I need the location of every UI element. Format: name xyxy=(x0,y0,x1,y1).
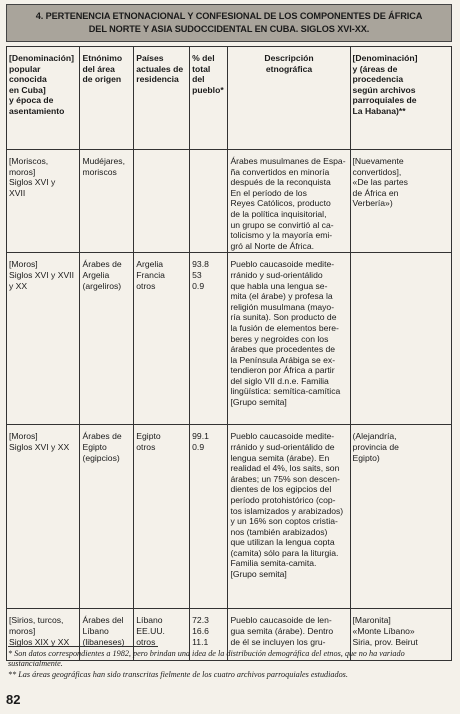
footnote-rule xyxy=(8,646,158,647)
header-denomination: [Denominación] popular conocida en Cuba] y época de asentamiento xyxy=(7,47,80,150)
cell-denomination: [Moros] Siglos XVI y XX xyxy=(7,425,80,609)
header-percent: % del total del pueblo* xyxy=(190,47,228,150)
cell-denomination: [Moros] Siglos XVI y XVII y XX xyxy=(7,253,80,425)
cell-percent: 93.8 53 0.9 xyxy=(190,253,228,425)
table-header-row xyxy=(7,47,452,150)
table-row xyxy=(7,150,452,253)
cell-countries: Egipto otros xyxy=(134,425,190,609)
cell-archive: (Alejandría, provincia de Egipto) xyxy=(350,425,451,609)
cell-percent xyxy=(190,150,228,253)
cell-archive: [Maronita] «Monte Líbano» Siria, prov. Beirut xyxy=(350,609,451,661)
cell-ethnonym: Árabes de Egipto (egipcios) xyxy=(80,425,134,609)
cell-archive: [Nuevamente convertidos], «De las partes de África en Verbería») xyxy=(350,150,451,253)
page-number: 82 xyxy=(6,692,21,707)
table-title-line2: DEL NORTE Y ASIA SUDOCCIDENTAL EN CUBA. SIGLOS XVI-XX. xyxy=(88,24,370,34)
footnote-2: ** Las áreas geográficas han sido transcritas fielmente de los cuatro archivos parroquiales estudiados. xyxy=(8,670,348,679)
header-archive: [Denominación] y (áreas de procedencia según archivos parroquiales de La Habana)** xyxy=(350,47,451,150)
cell-description: Pueblo caucasoide medite- rránido y sud-orientálido que habla una lengua se- mita (el árabe) y profesa la religión musulmana (mayo- ría sunita). Son producto de la fusión de elementos bere- beres y negroides con los árabes que procedentes de la Península Arábiga se ex- tendieron por África a partir del siglo VII d.n.e. Familia lingüística: semítica-camítica [Grupo semita] xyxy=(228,253,350,425)
footnote-1: * Son datos correspondientes a 1982, pero brindan una idea de la distribución demográfica del etnos, que no ha variado sustancialmente. xyxy=(8,649,405,668)
cell-archive xyxy=(350,253,451,425)
header-description: Descripción etnográfica xyxy=(228,47,350,150)
cell-denomination: [Moriscos, moros] Siglos XVI y XVII xyxy=(7,150,80,253)
cell-countries xyxy=(134,150,190,253)
cell-description: Pueblo caucasoide medite- rránido y sud-orientálido de lengua semita (árabe). En realidad el 4%, los saits, son árabes; un 75% son descen- dientes de los egipcios del período protohistórico (cop- tos islamizados y arabizados) y un 16% son coptos cristia- nos (también arabizados) que utilizan la lengua copta (camita) sólo para la liturgia. Familia semita-camita. [Grupo semita] xyxy=(228,425,350,609)
cell-countries: Líbano EE.UU. otros xyxy=(134,609,190,661)
table-title xyxy=(6,4,452,42)
cell-countries: Argelia Francia otros xyxy=(134,253,190,425)
header-countries: Países actuales de residencia xyxy=(134,47,190,150)
cell-ethnonym: Árabes de Argelia (argeliros) xyxy=(80,253,134,425)
ethnic-table xyxy=(6,46,452,661)
cell-description: Árabes musulmanes de Espa- ña convertidos en minoría después de la reconquista En el período de los Reyes Católicos, producto de la política inquisitorial, un grupo se convirtió al ca- tolicismo y la mayoría emi- gró al Norte de África. xyxy=(228,150,350,253)
table-row xyxy=(7,425,452,609)
cell-ethnonym: Mudéjares, moriscos xyxy=(80,150,134,253)
footnotes xyxy=(8,646,452,681)
cell-percent: 72.3 16.6 11.1 xyxy=(190,609,228,661)
cell-denomination: [Sirios, turcos, moros] Siglos XIX y XX xyxy=(7,609,80,661)
cell-description: Pueblo caucasoide de len- gua semita (árabe). Dentro de él se incluyen los gru- xyxy=(228,609,350,661)
header-ethnonym: Etnónimo del área de origen xyxy=(80,47,134,150)
table-title-line1: 4. PERTENENCIA ETNONACIONAL Y CONFESIONAL DE LOS COMPONENTES DE ÁFRICA xyxy=(35,11,423,21)
table-row xyxy=(7,253,452,425)
cell-ethnonym: Árabes del Líbano (libaneses) xyxy=(80,609,134,661)
cell-percent: 99.1 0.9 xyxy=(190,425,228,609)
